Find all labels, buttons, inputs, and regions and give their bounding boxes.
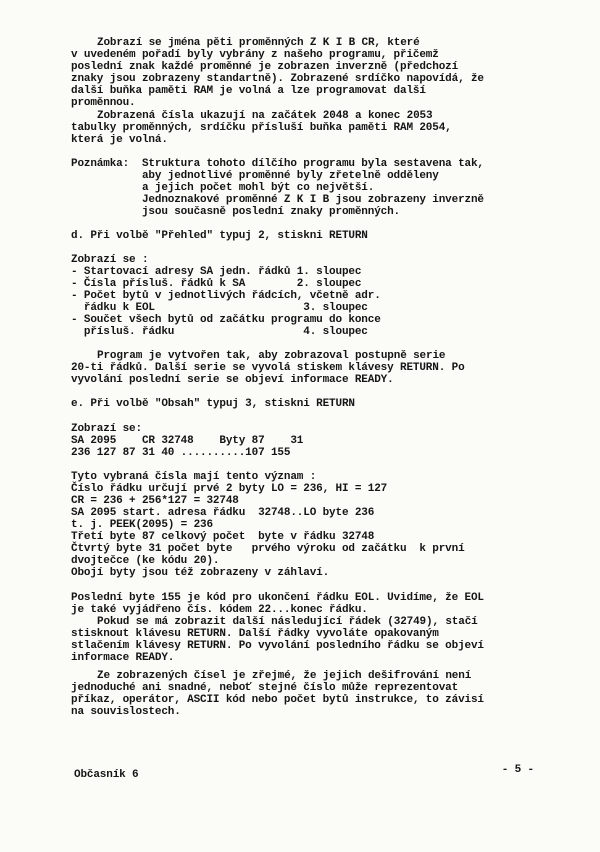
meaning-line: dvojtečce (ke kódu 20). <box>71 555 220 567</box>
text-line: stisknout klávesu RETURN. Další řádky vyvoláte opakovaným <box>71 628 439 640</box>
meaning-line: Obojí byty jsou též zobrazeny v záhlaví. <box>71 567 330 579</box>
text-line: na souvislostech. <box>71 706 181 718</box>
text-line: je také vyjádřeno čís. kódem 22...konec řádku. <box>71 604 368 616</box>
meaning-line: Číslo řádku určují prvé 2 byty LO = 236, HI = 127 <box>71 483 388 495</box>
text-line: stlačením klávesy RETURN. Po vyvolání posledního řádku se objeví <box>71 640 484 652</box>
text-line: v uvedeném pořadí byly vybrány z našeho programu, přičemž <box>71 49 439 61</box>
text-line: proměnnou. <box>71 97 136 109</box>
footer-title: Občasník 6 <box>74 769 139 781</box>
text-line: znaky jsou zobrazeny standartně). Zobrazené srdíčko napovídá, že <box>71 73 484 85</box>
text-line: 20-ti řádků. Další serie se vyvolá stiskem klávesy RETURN. Po <box>71 362 465 374</box>
text-line: informace READY. <box>71 652 175 664</box>
note-line: jsou současně poslední znaky proměnných. <box>71 206 401 218</box>
section-heading: e. Při volbě "Obsah" typuj 3, stiskni RETURN <box>71 398 355 410</box>
text-line: která je volná. <box>71 134 168 146</box>
text-line: Pokud se má zobrazit další následující řádek (32749), stačí <box>97 616 478 628</box>
meaning-line: SA 2095 start. adresa řádku 32748..LO byte 236 <box>71 507 375 519</box>
text-line: tabulky proměnných, srdíčku přísluší buňka paměti RAM 2054, <box>71 122 452 134</box>
text-line: jednoduché ani snadné, neboť stejné číslo může reprezentovat <box>71 682 459 694</box>
note-line: Poznámka: Struktura tohoto dílčího programu byla sestavena tak, <box>71 158 484 170</box>
list-line: přísluš. řádku 4. sloupec <box>71 326 368 338</box>
list-line: - Součet všech bytů od začátku programu do konce <box>71 314 381 326</box>
note-line: aby jednotlivé proměnné byly zřetelně odděleny <box>71 170 439 182</box>
text-line: poslední znak každé proměnné je zobrazen inverzně (předchozí <box>71 61 459 73</box>
text-line: Program je vytvořen tak, aby zobrazoval postupně serie <box>97 350 446 362</box>
text-line: Zobrazí se jména pěti proměnných Z K I B CR, které <box>97 37 420 49</box>
display-line: 236 127 87 31 40 ..........107 155 <box>71 447 291 459</box>
page-number: - 5 - <box>501 764 534 776</box>
display-line: Zobrazí se: <box>71 423 142 435</box>
list-line: - Startovací adresy SA jedn. řádků 1. sloupec <box>71 266 362 278</box>
list-line: - Počet bytů v jednotlivých řádcích, včetně adr. <box>71 290 381 302</box>
meaning-line: CR = 236 + 256*127 = 32748 <box>71 495 239 507</box>
text-line: Ze zobrazených čísel je zřejmé, že jejich dešifrování není <box>97 670 472 682</box>
list-line: - Čísla přísluš. řádků k SA 2. sloupec <box>71 278 362 290</box>
list-line: řádku k EOL 3. sloupec <box>71 302 368 314</box>
text-line: vyvolání poslední serie se objeví informace READY. <box>71 374 394 386</box>
display-line: SA 2095 CR 32748 Byty 87 31 <box>71 435 304 447</box>
meaning-line: t. j. PEEK(2095) = 236 <box>71 519 213 531</box>
meaning-line: Třetí byte 87 celkový počet byte v řádku 32748 <box>71 531 375 543</box>
text-line: příkaz, operátor, ASCII kód nebo počet bytů instrukce, to závisí <box>71 694 484 706</box>
list-line: Zobrazí se : <box>71 254 149 266</box>
meaning-line: Čtvrtý byte 31 počet byte prvého výroku od začátku k první <box>71 543 465 555</box>
note-line: Jednoznakové proměnné Z K I B jsou zobrazeny inverzně <box>71 194 484 206</box>
note-line: a jejich počet mohl být co největší. <box>71 182 375 194</box>
text-line: další buňka paměti RAM je volná a lze programovat další <box>71 85 426 97</box>
section-heading: d. Při volbě "Přehled" typuj 2, stiskni RETURN <box>71 230 368 242</box>
text-line: Zobrazená čísla ukazují na začátek 2048 a konec 2053 <box>97 110 433 122</box>
text-line: Poslední byte 155 je kód pro ukončení řádku EOL. Uvidíme, že EOL <box>71 592 484 604</box>
meaning-line: Tyto vybraná čísla mají tento význam : <box>71 471 317 483</box>
